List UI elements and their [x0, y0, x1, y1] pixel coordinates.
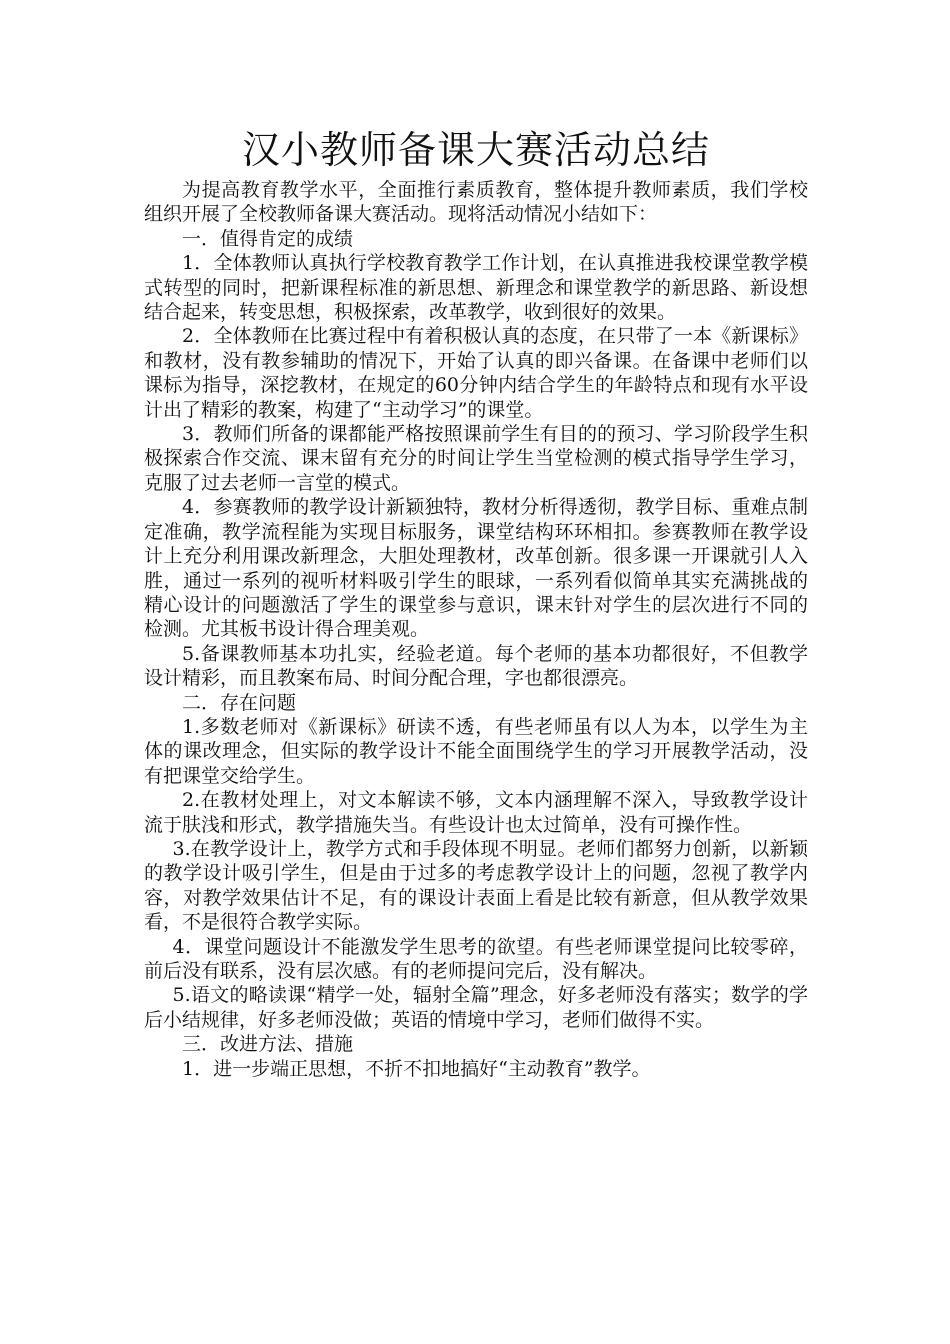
section-heading-improvements: 三．改进方法、措施: [182, 1033, 354, 1056]
paragraph-achievement-1: 1．全体教师认真执行学校教育教学工作计划，在认真推进我校课堂教学模式转型的同时，把新课程标准的新思想、新理念和课堂教学的新思路、新设想结合起来，转变思想，积极探索，改革教学，收到很好的效果。: [144, 252, 808, 324]
paragraph-achievement-5: 5.备课教师基本功扎实，经验老道。每个老师的基本功都很好，不但教学设计精彩，而且教案布局、时间分配合理，字也都很漂亮。: [144, 642, 808, 690]
document-title: 汉小教师备课大赛活动总结: [241, 128, 710, 172]
paragraph-problem-3: 3.在教学设计上，教学方式和手段体现不明显。老师们都努力创新，以新颖的教学设计吸引学生，但是由于过多的考虑教学设计上的问题，忽视了教学内容，对教学效果估计不足，有的课设计表面上看是比较有新意，但从教学效果看，不是很符合教学实际。: [144, 837, 808, 934]
document-page: [144, 122, 808, 1081]
paragraph-improvement-1: 1．进一步端正思想，不折不扣地搞好“主动教育”教学。: [182, 1057, 651, 1080]
paragraph-intro: 为提高教育教学水平，全面推行素质教育，整体提升教师素质，我们学校组织开展了全校教师备课大赛活动。现将活动情况小结如下：: [144, 179, 808, 226]
section-heading-achievements: 一．值得肯定的成绩: [182, 227, 354, 250]
section-heading-problems: 二．存在问题: [182, 691, 297, 714]
paragraph-achievement-4: 4．参赛教师的教学设计新颖独特，教材分析得透彻，教学目标、重难点制定准确，教学流程能为实现目标服务，课堂结构环环相扣。参赛教师在教学设计上充分利用课改新理念，大胆处理教材，改革创新。很多课一开课就引人入胜，通过一系列的视听材料吸引学生的眼球，一系列看似简单其实充满挑战的精心设计的问题激活了学生的课堂参与意识，课末针对学生的层次进行不同的检测。尤其板书设计得合理美观。: [144, 496, 808, 641]
paragraph-problem-4: 4．课堂问题设计不能激发学生思考的欲望。有些老师课堂提问比较零碎，前后没有联系，没有层次感。有的老师提问完后，没有解决。: [144, 935, 808, 982]
paragraph-achievement-3: 3．教师们所备的课都能严格按照课前学生有目的的预习、学习阶段学生积极探索合作交流、课末留有充分的时间让学生当堂检测的模式指导学生学习，克服了过去老师一言堂的模式。: [144, 423, 808, 494]
paragraph-problem-2: 2.在教材处理上，对文本解读不够，文本内涵理解不深入，导致教学设计流于肤浅和形式，教学措施失当。有些设计也太过简单，没有可操作性。: [144, 789, 808, 836]
document-body: [144, 178, 808, 1081]
paragraph-achievement-2: 2．全体教师在比赛过程中有着积极认真的态度，在只带了一本《新课标》和教材，没有教参辅助的情况下，开始了认真的即兴备课。在备课中老师们以课标为指导，深挖教材，在规定的60分钟内结合学生的年龄特点和现有水平设计出了精彩的教案，构建了“主动学习”的课堂。: [144, 325, 808, 421]
paragraph-problem-1: 1.多数老师对《新课标》研读不透，有些老师虽有以人为本，以学生为主体的课改理念，但实际的教学设计不能全面围绕学生的学习开展教学活动，没有把课堂交给学生。: [144, 715, 808, 787]
paragraph-problem-5: 5.语文的略读课“精学一处，辐射全篇”理念，好多老师没有落实；数学的学后小结规律，好多老师没做；英语的情境中学习，老师们做得不实。: [144, 984, 808, 1031]
